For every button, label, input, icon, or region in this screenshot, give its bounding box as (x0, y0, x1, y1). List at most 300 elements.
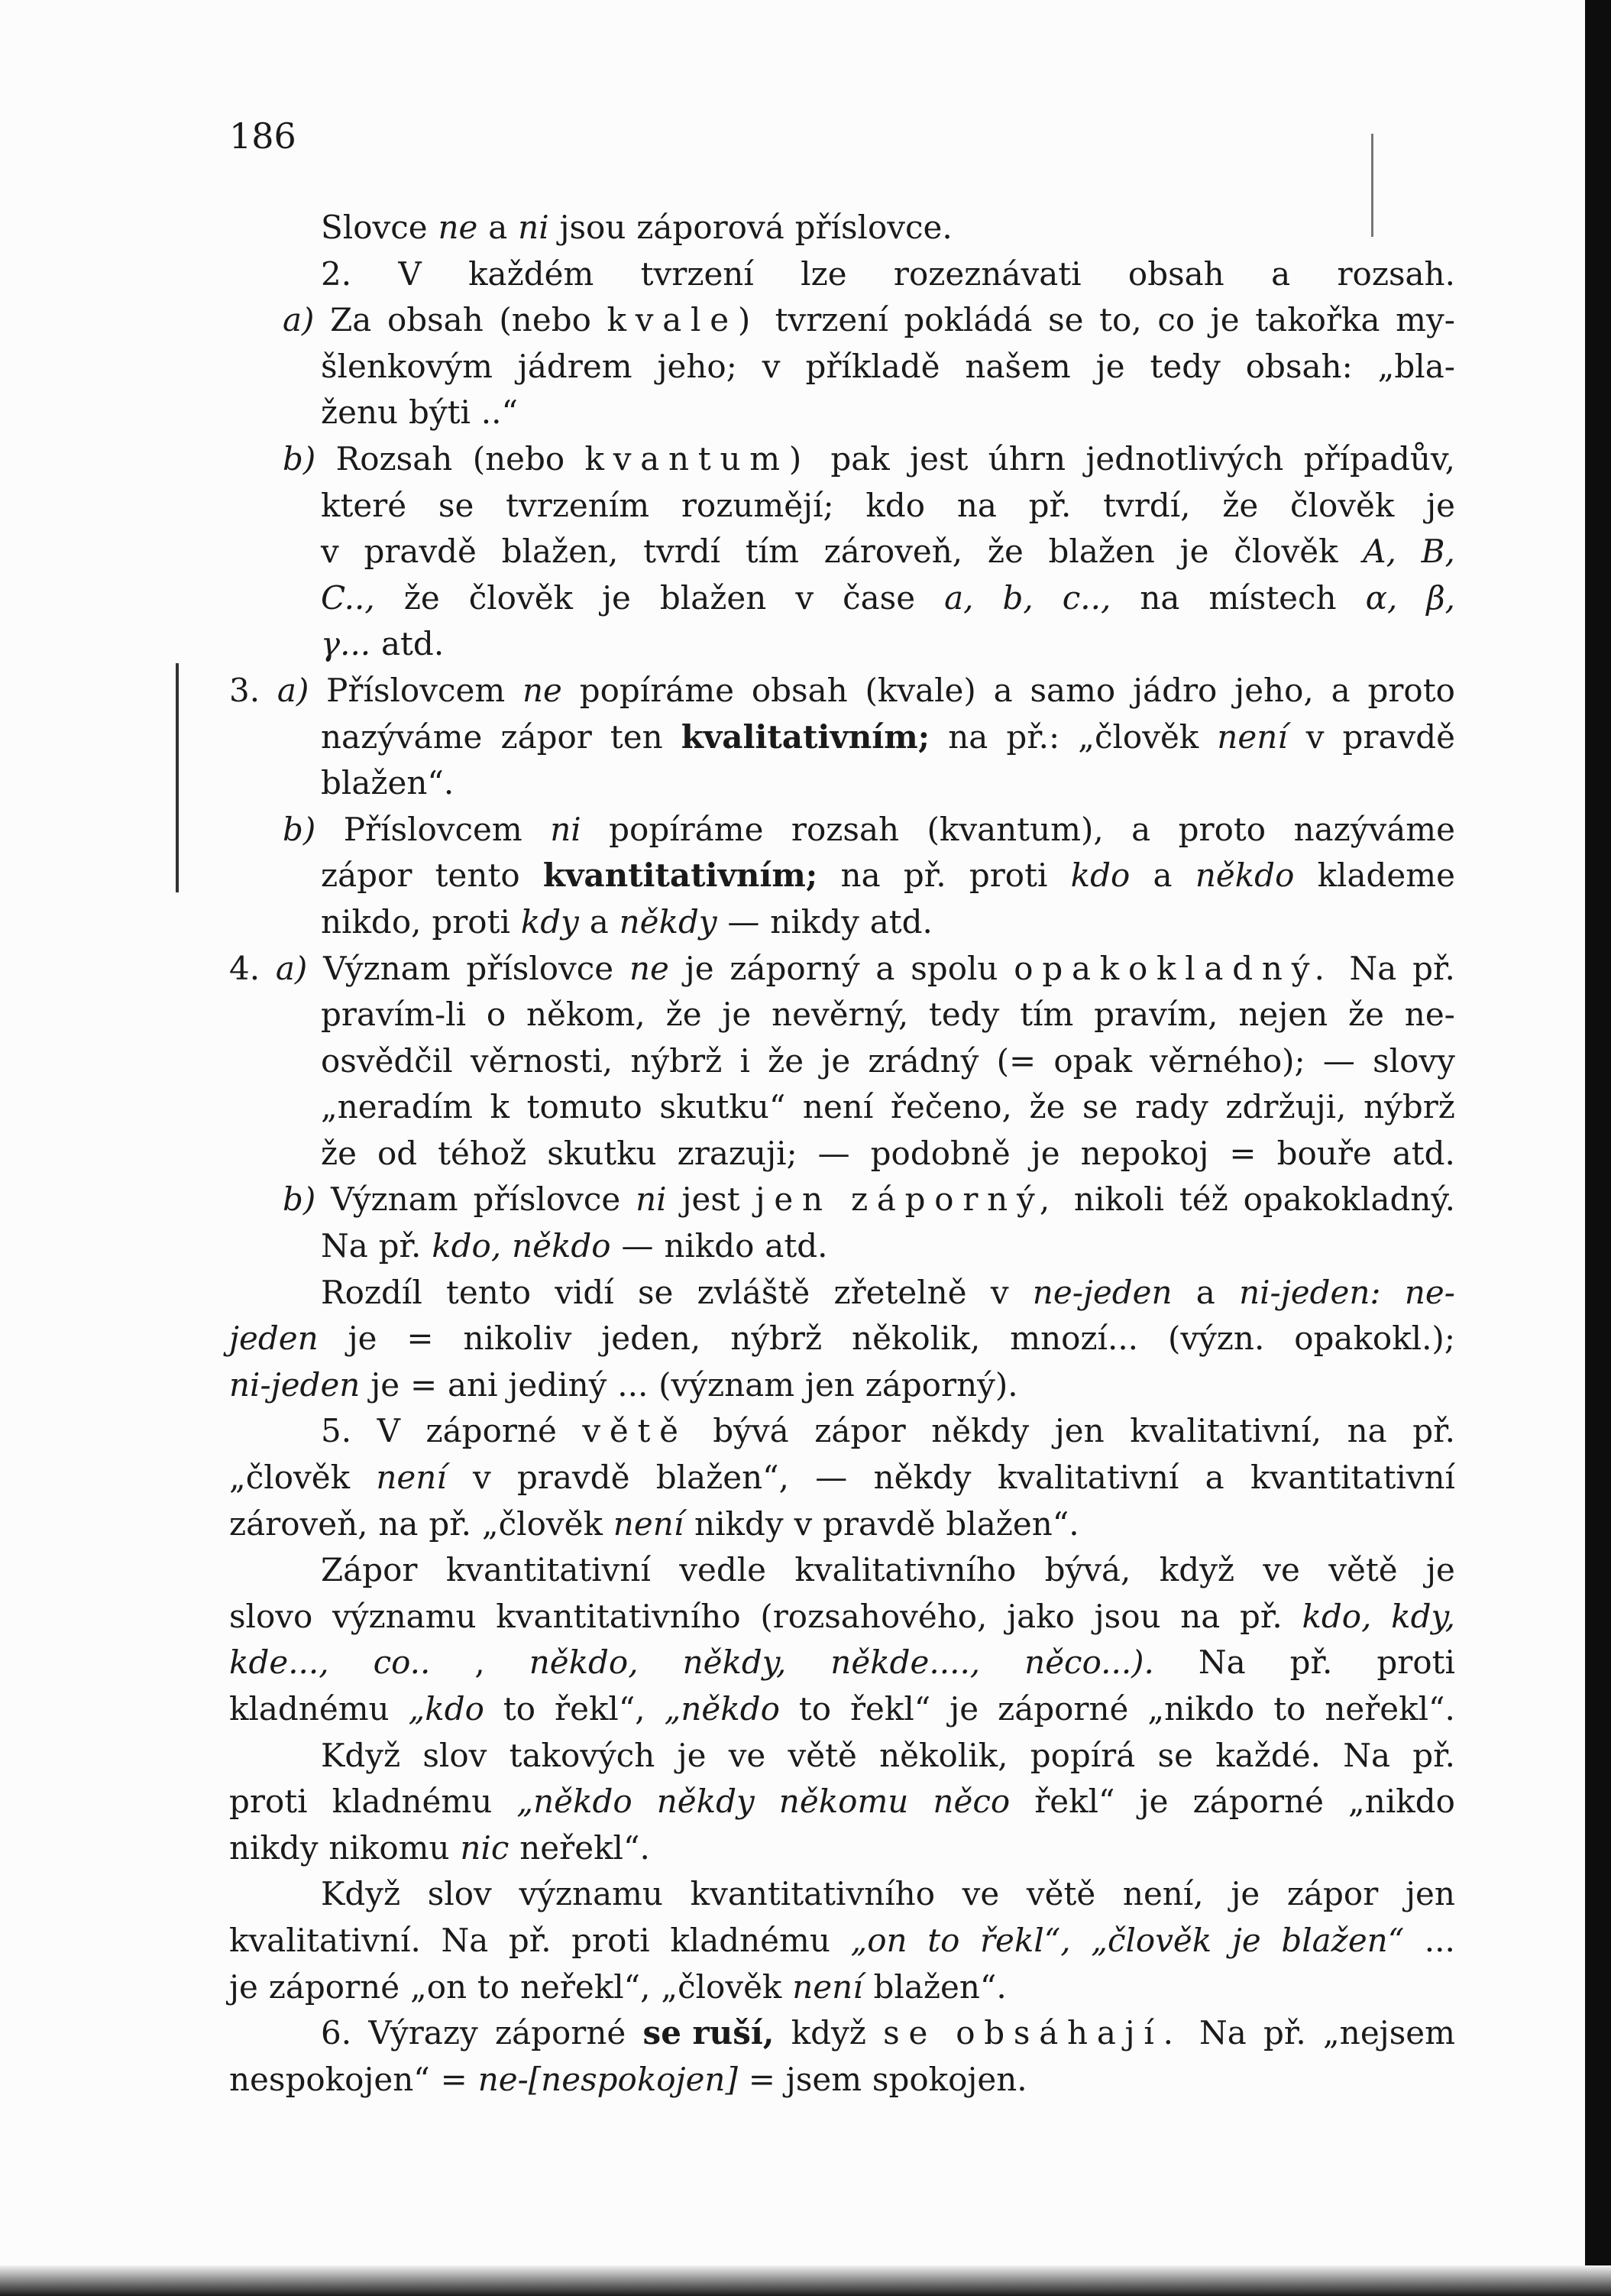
word: že (768, 1041, 804, 1080)
word: několik, (852, 1320, 981, 1358)
word: γ... (321, 625, 371, 663)
word: to (477, 1967, 510, 2006)
word: a, (944, 578, 974, 617)
word: je (348, 1320, 377, 1358)
word: významu (519, 1875, 663, 1913)
scan-edge-bottom (0, 2265, 1611, 2296)
word: „člověk (481, 1504, 603, 1543)
word: př. (1240, 1597, 1283, 1635)
word: př. (508, 1921, 552, 1959)
word: ... (617, 1365, 649, 1404)
word: člověk (1290, 486, 1395, 524)
text-line (229, 344, 1455, 390)
word: příslovce (466, 949, 614, 987)
margin-marker (176, 663, 179, 892)
word: kvale) (607, 301, 759, 339)
word: kvalitativní, (1130, 1412, 1322, 1450)
word: nic (460, 1828, 510, 1867)
word: rozumějí; (681, 486, 834, 524)
word: v (794, 1504, 813, 1543)
word: a) (275, 949, 308, 987)
word: v (1305, 717, 1325, 756)
word: nevěrný, (772, 996, 909, 1034)
word: kdy (520, 902, 579, 941)
word: řekl“, (979, 1921, 1071, 1959)
text-line (229, 529, 1455, 575)
word: v (795, 578, 814, 617)
word: ni (518, 209, 549, 246)
word: jádrem (517, 347, 632, 385)
word: př. (1289, 1643, 1333, 1682)
word: „on (409, 1967, 467, 2006)
word: v (762, 347, 781, 385)
word: nýbrž (630, 1041, 723, 1080)
word: ni-jeden: (1239, 1273, 1381, 1311)
word: je (1231, 1921, 1261, 1959)
text-line (229, 853, 1455, 899)
text-line (229, 1408, 1455, 1455)
word: je (1231, 1875, 1260, 1913)
word: V (377, 1412, 400, 1450)
word: př.: (1006, 717, 1060, 756)
scan-edge-right (1585, 0, 1611, 2296)
word: kvantum) (584, 439, 811, 478)
word: je (1210, 301, 1240, 339)
word: obsah (387, 301, 484, 339)
word: obsah (1127, 254, 1224, 293)
word: je (1426, 1551, 1455, 1589)
word: je (1139, 1783, 1169, 1821)
word: ten (610, 717, 663, 756)
word: na (840, 857, 881, 895)
word: zároveň, (823, 533, 963, 571)
word: které (321, 486, 407, 524)
word: kladnému (229, 1690, 390, 1728)
word: pak (830, 439, 890, 478)
word: o (486, 996, 506, 1034)
text-line (229, 1686, 1455, 1733)
word: významu (332, 1597, 477, 1635)
word: A, (1363, 533, 1396, 571)
word: řekl“, (555, 1690, 645, 1728)
word: jest (910, 439, 969, 478)
word: , (474, 1643, 485, 1682)
word: „nejsem (1323, 2014, 1455, 2052)
word: kdo, (1302, 1597, 1372, 1635)
word: (nebo (472, 439, 565, 478)
text-line (229, 436, 1455, 483)
word: větě (582, 1412, 687, 1450)
word: že (1222, 486, 1259, 524)
word: nepokoj (1080, 1134, 1209, 1172)
word: Význam (323, 949, 451, 987)
word: to, (1099, 301, 1142, 339)
word: se (438, 486, 474, 524)
word: jediný (508, 1365, 607, 1404)
word: a (1205, 1459, 1224, 1497)
text-line (229, 205, 1455, 251)
word: zápor (1286, 1875, 1379, 1913)
word: pravdě (823, 1504, 936, 1543)
word: řekl“ (1034, 1783, 1115, 1821)
word: „neradím (321, 1088, 473, 1126)
word: př. (429, 1504, 472, 1543)
word: na (378, 1504, 419, 1543)
body-text (229, 205, 1455, 2103)
word: někom, (526, 996, 645, 1034)
word: zdržuji, (1225, 1088, 1347, 1126)
word: (význam (658, 1365, 795, 1404)
word: b) (283, 1180, 316, 1219)
word: větě (1026, 1875, 1096, 1913)
word: bouře (1276, 1134, 1372, 1172)
word: slovo (229, 1597, 313, 1635)
word: tomuto (526, 1088, 642, 1126)
word: skutku“ (659, 1088, 786, 1126)
word: blažen“ (1281, 1921, 1405, 1959)
word: slov (422, 1736, 487, 1774)
word: zároveň, (229, 1504, 368, 1543)
word: ni-jeden (229, 1365, 361, 1404)
word: něco (933, 1783, 1011, 1821)
word: to (503, 1690, 536, 1728)
word: není (376, 1459, 447, 1497)
word: větě (788, 1736, 857, 1774)
word: zrádný (868, 1041, 979, 1080)
text-line (229, 483, 1455, 529)
word: ne- (1404, 1273, 1455, 1311)
word: záporné (494, 2014, 626, 2052)
word: kvalitativním; (681, 717, 930, 756)
word: nikoli (1073, 1180, 1164, 1219)
word: záporová (636, 209, 784, 246)
word: — (817, 1134, 850, 1172)
word: atd. (1392, 1134, 1455, 1172)
text-line (229, 760, 1455, 807)
text-line (229, 1640, 1455, 1686)
word: od (377, 1134, 418, 1172)
word: nikdo, (321, 902, 422, 941)
word: někdy (656, 1783, 755, 1821)
word: rozeznávati (893, 254, 1082, 293)
word: = (406, 1320, 434, 1358)
word: úhrn (988, 439, 1066, 478)
word: (kvale) (865, 671, 976, 709)
word: atd. (869, 902, 933, 941)
word: „on (850, 1921, 907, 1959)
word: a (1153, 857, 1173, 895)
word: př. (1412, 1736, 1455, 1774)
word: kvantitativního (496, 1597, 741, 1635)
word: zřetelně (833, 1273, 967, 1311)
word: je (677, 1736, 707, 1774)
word: Když (321, 1875, 401, 1913)
word: řečeno, (890, 1088, 1012, 1126)
word: na (1347, 1412, 1387, 1450)
text-line (229, 1594, 1455, 1640)
word: popíráme (609, 810, 764, 848)
word: př. (1263, 2014, 1306, 2052)
word: případův, (1303, 439, 1455, 478)
word: Na (1199, 2014, 1247, 2052)
word: je (1095, 347, 1125, 385)
word: je (602, 578, 631, 617)
text-line (229, 390, 1455, 436)
page-number: 186 (229, 115, 296, 157)
word: (kvantum), (927, 810, 1104, 848)
word: „nikdo (1147, 1690, 1255, 1728)
word: a (1131, 810, 1151, 848)
word: c.., (1062, 578, 1111, 617)
word: tím (1020, 996, 1074, 1034)
word: není (613, 1504, 684, 1543)
word: není (802, 1088, 874, 1126)
word: Slovce (321, 209, 428, 246)
text-line (229, 1547, 1455, 1594)
text-line (229, 807, 1455, 853)
word: př. (903, 857, 946, 895)
word: nýbrž (1364, 1088, 1455, 1126)
word: ve (728, 1736, 766, 1774)
word: Příslovcem (343, 810, 522, 848)
word: spokojen. (872, 2060, 1027, 2098)
word: se (1048, 301, 1084, 339)
text-line (229, 2057, 1455, 2103)
word: tedy (929, 996, 1000, 1034)
text-line (229, 1270, 1455, 1316)
word: neřekl“. (1325, 1690, 1455, 1728)
word: b) (283, 439, 316, 478)
word: „člověk (229, 1459, 351, 1497)
word: jádro (1133, 671, 1218, 709)
word: takových (509, 1736, 655, 1774)
word: zrazuji; (677, 1134, 797, 1172)
word: někdy (619, 902, 717, 941)
text-line (229, 575, 1455, 622)
word: záporné (425, 1412, 557, 1450)
word: někomu (778, 1783, 909, 1821)
word: i (739, 1041, 750, 1080)
word: 6. (321, 2014, 352, 2052)
word: opakokladný. (1243, 1180, 1455, 1219)
word: atd. (765, 1227, 828, 1265)
word: téhož (438, 1134, 527, 1172)
word: záporné (1192, 1783, 1324, 1821)
word: Rozsah (335, 439, 453, 478)
word: jednotlivých (1085, 439, 1284, 478)
word: nejen (1238, 996, 1328, 1034)
word: 4. (229, 949, 260, 987)
text-line (229, 1177, 1455, 1223)
word: rozsah (791, 810, 900, 848)
word: = (748, 2060, 775, 2098)
word: pravím-li (321, 996, 467, 1034)
word: a (875, 949, 895, 987)
word: b) (283, 810, 316, 848)
word: nikoliv (463, 1320, 572, 1358)
word: ne (629, 949, 669, 987)
word: a (1195, 1273, 1215, 1311)
word: Na (441, 1921, 489, 1959)
word: jest (681, 1180, 740, 1219)
word: opakokl.); (1294, 1320, 1455, 1358)
word: je (949, 1690, 979, 1728)
word: kvantitativním; (542, 857, 818, 895)
word: věrného); (1150, 1041, 1305, 1080)
text-line (229, 1455, 1455, 1501)
word: na (1140, 578, 1180, 617)
text-line (229, 2010, 1455, 2057)
word: ne- (1404, 996, 1455, 1034)
word: 2. (321, 254, 352, 293)
word: pravím, (1094, 996, 1218, 1034)
word: jeden, (601, 1320, 701, 1358)
word: býti (408, 393, 471, 432)
word: Zápor (321, 1551, 418, 1589)
word: ne (522, 671, 562, 709)
word: tím (745, 533, 799, 571)
word: a (488, 209, 508, 246)
word: nikdy (770, 902, 859, 941)
word: je (821, 1041, 851, 1080)
word: blažen, (501, 533, 619, 571)
word: se obsáhají. (883, 2014, 1182, 2052)
word: obsah: (1245, 347, 1353, 385)
word: zápor (321, 857, 412, 895)
word: není (792, 1967, 863, 2006)
word: na (1180, 1597, 1221, 1635)
word: tvrzení (640, 254, 754, 293)
word: Na (1349, 949, 1397, 987)
word: nýbrž (730, 1320, 823, 1358)
word: je (684, 949, 714, 987)
word: něco...). (1024, 1643, 1154, 1682)
word: že (1347, 996, 1384, 1034)
word: a (1271, 254, 1291, 293)
word: př. (1028, 486, 1072, 524)
word: pravdě (1342, 717, 1455, 756)
word: skutku (547, 1134, 657, 1172)
word: když (791, 2014, 866, 2052)
word: opakokladný. (1014, 949, 1334, 987)
word: kvantitativní (1250, 1459, 1455, 1497)
word: příslovce (473, 1180, 621, 1219)
word: k (490, 1088, 510, 1126)
word: — (621, 1227, 654, 1265)
text-line (229, 899, 1455, 946)
word: tvrdí (643, 533, 721, 571)
word: Příslovcem (326, 671, 506, 709)
word: proti (229, 1783, 308, 1821)
text-line (229, 992, 1455, 1038)
word: rozsah. (1337, 254, 1455, 293)
word: jen záporný, (755, 1180, 1059, 1219)
text-line (229, 621, 1455, 668)
word: Výrazy (368, 2014, 478, 2052)
word: pravdě (517, 1459, 630, 1497)
word: věrnosti, (470, 1041, 613, 1080)
word: že (403, 578, 440, 617)
word: ne-jeden (1032, 1273, 1173, 1311)
word: kdo, (432, 1227, 502, 1265)
word: je (1179, 533, 1209, 571)
word: Na (1343, 1736, 1390, 1774)
word: „člověk (1091, 1921, 1212, 1959)
word: řekl“ (849, 1690, 931, 1728)
word: blažen (659, 578, 767, 617)
word: nespokojen“ (229, 2060, 430, 2098)
word: nikdo (664, 1227, 755, 1265)
word: ni (550, 810, 581, 848)
word: nazýváme (321, 717, 483, 756)
word: kdo (1070, 857, 1131, 895)
word: nikdy (694, 1504, 784, 1543)
word: jsem (785, 2060, 862, 2098)
word: proti (969, 857, 1048, 895)
word: „někdo (664, 1690, 780, 1728)
word: (= (996, 1041, 1037, 1080)
word: ni (636, 1180, 667, 1219)
word: větě (1328, 1551, 1398, 1589)
word: = (409, 1365, 438, 1404)
word: bývá (713, 1412, 789, 1450)
word: zápor (814, 1412, 906, 1450)
word: zvláště (697, 1273, 810, 1311)
word: vedle (679, 1551, 767, 1589)
word: že (1029, 1088, 1066, 1126)
word: je (722, 996, 752, 1034)
word: našem (965, 347, 1071, 385)
word: B, (1421, 533, 1455, 571)
word: tvrzení (775, 301, 888, 339)
text-line (229, 297, 1455, 344)
word: místech (1208, 578, 1337, 617)
text-line (229, 251, 1455, 298)
word: α, (1365, 578, 1398, 617)
word: se (1157, 1736, 1193, 1774)
word: jeho, (1234, 671, 1314, 709)
word: příkladě (805, 347, 940, 385)
word: v (990, 1273, 1009, 1311)
word: záporné (268, 1967, 400, 2006)
word: to (798, 1690, 832, 1728)
word: C.., (321, 578, 375, 617)
word: se (1082, 1088, 1118, 1126)
word: (nebo (499, 301, 591, 339)
word: se (637, 1273, 674, 1311)
word: někdy (931, 1412, 1030, 1450)
word: není (1217, 717, 1288, 756)
word: je (370, 1365, 400, 1404)
word: jsou (1094, 1597, 1161, 1635)
word: Význam (331, 1180, 458, 1219)
text-line (229, 1825, 1455, 1872)
word: člověk (1234, 533, 1338, 571)
word: a) (283, 301, 315, 339)
word: příslovce. (794, 209, 953, 246)
word: záporný (729, 949, 860, 987)
word: blažen“. (946, 1504, 1079, 1543)
word: někdy, (682, 1643, 787, 1682)
word: několik, (879, 1736, 1008, 1774)
word: spolu (911, 949, 998, 987)
word: Rozdíl (321, 1273, 422, 1311)
word: je (1030, 1134, 1060, 1172)
word: proti (432, 902, 510, 941)
word: (rozsahového, (760, 1597, 988, 1635)
word: je (1426, 486, 1455, 524)
word: = (1229, 1134, 1257, 1172)
